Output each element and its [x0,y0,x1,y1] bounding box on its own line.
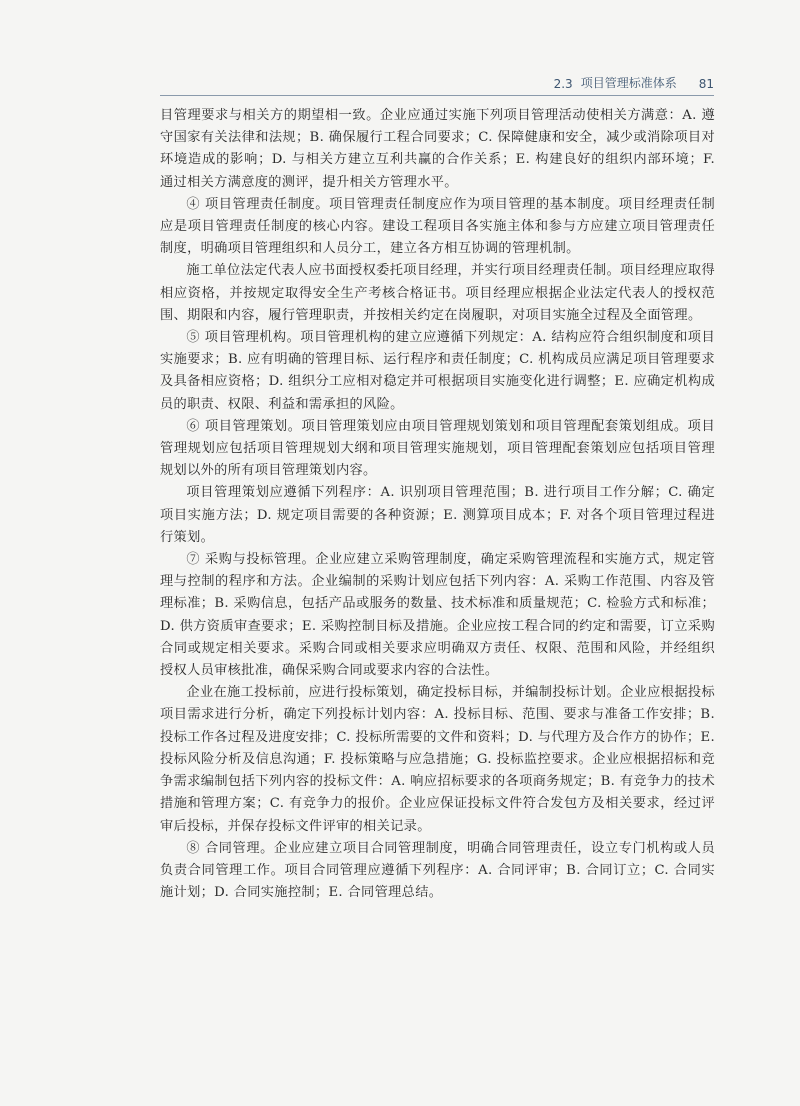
paragraph-responsibility-system: ④ 项目管理责任制度。项目管理责任制度应作为项目管理的基本制度。项目经理责任制应是项目管理责任制度的核心内容。建设工程项目各实施主体和参与方应建立项目管理责任制度，明确项目管理组织和人员分工，建立各方相互协调的管理机制。 [160,196,715,257]
paragraph-procurement-bidding: ⑦ 采购与投标管理。企业应建立采购管理制度，确定采购管理流程和实施方式，规定管理与控制的程序和方法。企业编制的采购计划应包括下列内容：A. 采购工作范围、内容及管理标准；B. 采购信息，包括产品或服务的数量、技术标准和质量规范；C. 检验方式和标准；D. 供方资质审查要求；E. 采购控制目标及措施。企业应按工程合同的约定和需要，订立采购合同或规定相关要求。采购合同或相关要求应明确双方责任、权限、范围和风险，并经组织授权人员审核批准，确保采购合同或要求内容的合法性。 [160,552,715,679]
running-header [160,70,714,96]
body-text [160,105,715,904]
page-number: 81 [698,77,714,91]
paragraph-project-manager: 施工单位法定代表人应书面授权委托项目经理，并实行项目经理责任制。项目经理应取得相应资格，并按规定取得安全生产考核合格证书。项目经理应根据企业法定代表人的授权范围、期限和内容，履行管理职责，并按相关约定在岗履职，对项目实施全过程及全面管理。 [160,263,715,323]
paragraph-continued: 目管理要求与相关方的期望相一致。企业应通过实施下列项目管理活动使相关方满意：A. 遵守国家有关法律和法规；B. 确保履行工程合同要求；C. 保障健康和安全，减少或消除项目对环境造成的影响；D. 与相关方建立互利共赢的合作关系；E. 构建良好的组织内部环境；F. 通过相关方满意度的测评，提升相关方管理水平。 [160,108,715,190]
paragraph-contract-management: ⑧ 合同管理。企业应建立项目合同管理制度，明确合同管理责任，设立专门机构或人员负责合同管理工作。项目合同管理应遵循下列程序：A. 合同评审；B. 合同订立；C. 合同实施计划；D. 合同实施控制；E. 合同管理总结。 [160,840,715,901]
paragraph-management-organization: ⑤ 项目管理机构。项目管理机构的建立应遵循下列规定：A. 结构应符合组织制度和项目实施要求；B. 应有明确的管理目标、运行程序和责任制度；C. 机构成员应满足项目管理要求及具备相应资格；D. 组织分工应相对稳定并可根据项目实施变化进行调整；E. 应确定机构成员的职责、权限、利益和需承担的风险。 [160,330,715,412]
paragraph-bidding-plan: 企业在施工投标前，应进行投标策划，确定投标目标，并编制投标计划。企业应根据投标项目需求进行分析，确定下列投标计划内容：A. 投标目标、范围、要求与准备工作安排；B. 投标工作各过程及进度安排；C. 投标所需要的文件和资料；D. 与代理方及合作方的协作；E. 投标风险分析及信息沟通；F. 投标策略与应急措施；G. 投标监控要求。企业应根据招标和竞争需求编制包括下列内容的投标文件：A. 响应招标要求的各项商务规定；B. 有竞争力的技术措施和管理方案；C. 有竞争力的报价。企业应保证投标文件符合发包方及相关要求，经过评审后投标，并保存投标文件评审的相关记录。 [160,685,715,834]
section-number: 2.3 [553,77,573,91]
section-title: 项目管理标准体系 [580,76,677,90]
paragraph-management-planning: ⑥ 项目管理策划。项目管理策划应由项目管理规划策划和项目管理配套策划组成。项目管理规划应包括项目管理规划大纲和项目管理实施规划，项目管理配套策划应包括项目管理规划以外的所有项目管理策划内容。 [160,418,715,479]
paragraph-planning-procedure: 项目管理策划应遵循下列程序：A. 识别项目管理范围；B. 进行项目工作分解；C. 确定项目实施方法；D. 规定项目需要的各种资源；E. 测算项目成本；F. 对各个项目管理过程进行策划。 [160,485,715,545]
